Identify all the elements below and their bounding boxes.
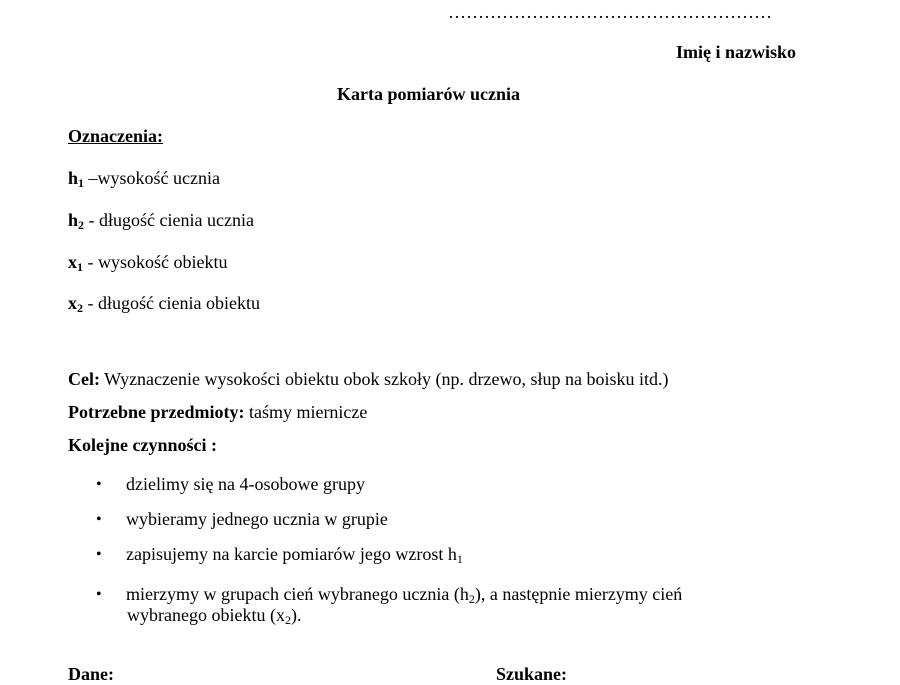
list-item <box>96 537 682 577</box>
legend-subscript: 2 <box>78 218 85 232</box>
step-subscript: 2 <box>284 613 291 627</box>
needed-text: taśmy miernicze <box>244 402 368 422</box>
step-subscript: 1 <box>456 552 463 566</box>
step-text: wybieramy jednego ucznia w grupie <box>126 509 388 529</box>
list-item <box>96 467 682 502</box>
step-text: dzielimy się na 4-osobowe grupy <box>126 474 365 494</box>
step-subscript: 2 <box>468 592 475 606</box>
goal-line <box>68 369 668 390</box>
steps-list <box>96 467 682 617</box>
step-text-tail: ), a następnie mierzymy cień <box>474 584 683 604</box>
legend-symbol: x <box>68 252 77 272</box>
legend-symbol: h <box>68 210 79 230</box>
legend-subscript: 1 <box>77 260 83 274</box>
bullet-icon: • <box>96 511 102 528</box>
goal-text: Wyznaczenie wysokości obiektu obok szkoły (np. drzewo, słup na boisku itd.) <box>99 369 669 389</box>
name-dotted-line: ……………………………………………… <box>448 2 772 22</box>
sought-label: Szukane: <box>496 664 568 684</box>
step-text-tail: ). <box>290 605 302 625</box>
legend-text: - długość cienia ucznia <box>84 210 254 230</box>
step-text: zapisujemy na karcie pomiarów jego wzrost h <box>126 544 457 564</box>
legend-item-h1 <box>68 168 220 191</box>
list-item <box>96 502 682 537</box>
step-continuation <box>127 605 301 628</box>
steps-heading: Kolejne czynności : <box>68 435 217 455</box>
legend-item-h2 <box>68 210 254 233</box>
legend-text: - długość cienia obiektu <box>83 293 260 313</box>
legend-text: –wysokość ucznia <box>84 168 220 188</box>
bullet-icon: • <box>96 586 102 603</box>
legend-item-x1 <box>68 252 227 275</box>
needed-label: Potrzebne przedmioty: <box>68 402 245 422</box>
goal-label: Cel: <box>68 369 100 389</box>
legend-symbol: x <box>68 293 77 313</box>
page-title: Karta pomiarów ucznia <box>337 84 520 104</box>
step-text: wybranego obiektu (x <box>127 605 285 625</box>
name-label: Imię i nazwisko <box>676 42 797 62</box>
given-label: Dane: <box>68 664 114 684</box>
legend-subscript: 2 <box>77 301 83 315</box>
legend-subscript: 1 <box>78 176 85 190</box>
bullet-icon: • <box>96 546 102 563</box>
legend-item-x2 <box>68 293 260 316</box>
step-text: mierzymy w grupach cień wybranego ucznia (h <box>126 584 469 604</box>
needed-items-line <box>68 402 367 423</box>
legend-heading: Oznaczenia: <box>68 126 163 146</box>
legend-symbol: h <box>68 168 79 188</box>
legend-text: - wysokość obiektu <box>83 252 228 272</box>
bullet-icon: • <box>96 476 102 493</box>
